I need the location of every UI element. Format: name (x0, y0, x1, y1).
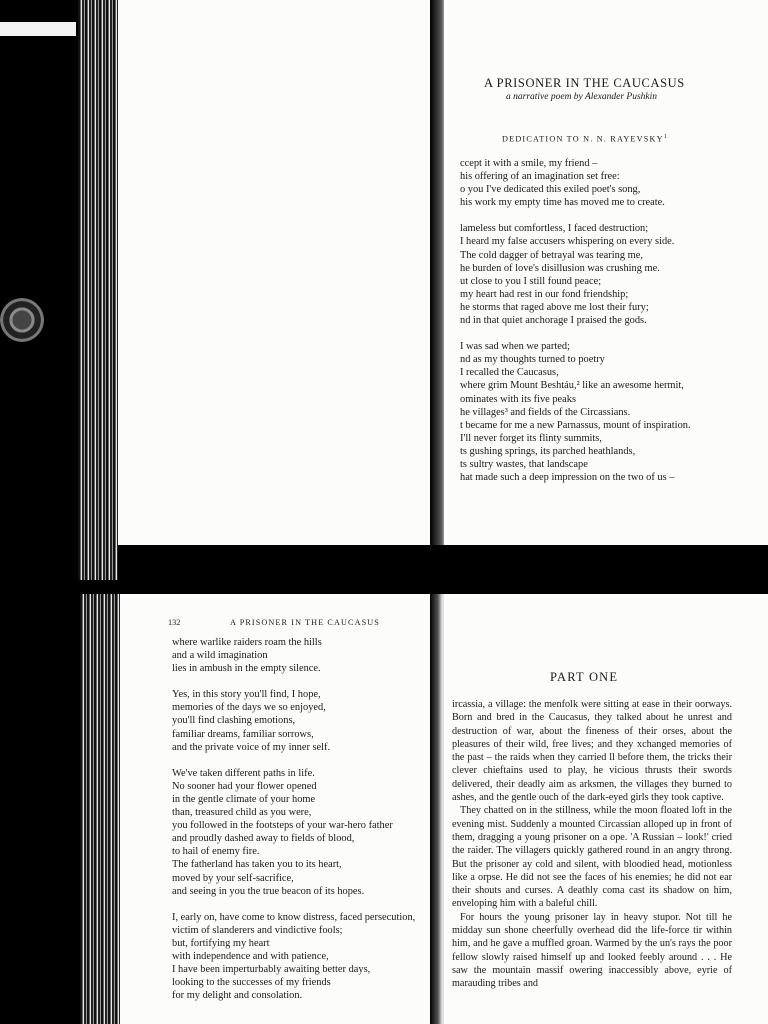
prose-paragraph: For hours the young prisoner lay in heavy stupor. Not till he midday sun shone cheerfully overhead did the life-force tir within him, and he gave a muffled groan. Warmed by the un's rays the poor fellow slowly raised himself up and looked feebly around . . . He saw the mountain massif owering inaccessibly above, eyrie of marauding tribes and (452, 911, 732, 990)
dedication-footnote-mark: 1 (663, 134, 668, 140)
verse-line: he burden of love's disillusion was crushing me. (460, 262, 660, 274)
verse-line: I, early on, have come to know distress, faced persecution, (172, 911, 416, 923)
verse-line: I recalled the Caucasus, (460, 367, 559, 379)
verse-line: lameless but comfortless, I faced destruction; (460, 223, 649, 235)
verse-line: than, treasured child as you were, (172, 807, 312, 819)
dedication-text: DEDICATION TO N. N. RAYEVSKY (502, 134, 664, 144)
verse-line: ts sultry wastes, that landscape (460, 458, 588, 470)
verse-line: I have been imperturbably awaiting better days, (172, 964, 371, 976)
blank-left-page (118, 0, 440, 545)
verse-line: I heard my false accusers whispering on every side. (460, 236, 675, 248)
stanza (172, 767, 415, 898)
part-title: PART ONE (550, 670, 619, 684)
stanza (460, 222, 691, 327)
verse-line: to hail of enemy fire. (172, 846, 260, 858)
verse-line: he villages³ and fields of the Circassians. (460, 406, 631, 418)
verse-line: victim of slanderers and vindictive fools; (172, 924, 343, 936)
verse-line: ts gushing springs, its parched heathlands, (460, 445, 636, 457)
verse-line: he storms that raged above me lost their fury; (460, 301, 649, 313)
stanza (172, 911, 415, 1003)
page-edge-stack (80, 594, 120, 1024)
page-number: 132 (168, 618, 181, 627)
verse-line: memories of the days we so enjoyed, (172, 702, 326, 714)
verse-line: ominates with its five peaks (460, 393, 577, 405)
coin-object (0, 298, 44, 342)
poem-subtitle: a narrative poem by Alexander Pushkin (506, 92, 657, 102)
verse-line: and the private voice of my inner self. (172, 741, 331, 753)
verse-line: for my delight and consolation. (172, 990, 303, 1002)
verse-line: ccept it with a smile, my friend – (460, 158, 598, 169)
dedication-heading (502, 134, 668, 144)
verse-line: looking to the successes of my friends (172, 977, 331, 989)
dedication-poem (460, 157, 691, 497)
page-sliver (0, 22, 76, 36)
stanza (460, 340, 691, 484)
verse-line: and seeing in you the true beacon of its hopes. (172, 885, 365, 897)
verse-line: where warlike raiders roam the hills (172, 637, 322, 648)
verse-line: We've taken different paths in life. (172, 767, 315, 779)
verse-line: Yes, in this story you'll find, I hope, (172, 689, 321, 701)
verse-line: my heart had rest in our fond friendship; (460, 288, 629, 300)
verse-line: and a wild imagination (172, 650, 268, 662)
verse-line: familiar dreams, familiar sorrows, (172, 728, 314, 740)
verse-line: where grim Mount Beshtáu,² like an awesome hermit, (460, 380, 684, 392)
verse-line: moved by your self-sacrifice, (172, 872, 294, 884)
verse-line: No sooner had your flower opened (172, 780, 317, 792)
verse-line: nd in that quiet anchorage I praised the gods. (460, 315, 647, 327)
verse-line: nd as my thoughts turned to poetry (460, 354, 605, 366)
verse-line: The fatherland has taken you to its heart, (172, 859, 342, 871)
verse-line: The cold dagger of betrayal was tearing me, (460, 249, 643, 261)
verse-line: I was sad when we parted; (460, 341, 570, 353)
page-132 (120, 594, 440, 1024)
verse-line: you followed in the footsteps of your war-hero father (172, 820, 393, 832)
bottom-spread (0, 594, 768, 1024)
stanza (172, 688, 415, 753)
poem-continuation (172, 636, 415, 1015)
verse-line: but, fortifying my heart (172, 937, 270, 949)
verse-line: ut close to you I still found peace; (460, 275, 602, 287)
prose-paragraph: They chatted on in the stillness, while the moon floated loft in the evening mist. Suddenly a mounted Circassian alloped up in front of them, dragging a young prisoner on a ope. 'A Russian – look!' cried the raider. The villagers quickly gathered round in an angry throng. But the prisoner ay cold and silent, with bloodied head, motionless like a orpse. He did not see the faces of his enemies; he did not ear their shouts and curses. A deathly coma cast its shadow on him, enveloping him with a baleful chill. (452, 805, 732, 910)
verse-line: hat made such a deep impression on the two of us – (460, 472, 675, 484)
stanza (460, 157, 691, 209)
title-page (444, 0, 768, 545)
running-header: A PRISONER IN THE CAUCASUS (230, 618, 380, 627)
verse-line: his offering of an imagination set free: (460, 171, 620, 183)
verse-line: lies in ambush in the empty silence. (172, 663, 321, 675)
part-one-text (452, 698, 732, 991)
verse-line: in the gentle climate of your home (172, 793, 316, 805)
verse-line: I'll never forget its flinty summits, (460, 432, 602, 444)
prose-paragraph: ircassia, a village: the menfolk were sitting at ease in their oorways. Born and bred in the Caucasus, they talked about he unrest and destruction of war, about the fineness of their orses, about the pleasures of their wild, free lives; and they xchanged memories of the past – the raids when they carried ll before them, the tricks their clever chieftains used to play, he vicious thrusts their swords delivered, their deadly aim as arksmen, the villages they burned to ashes, and the gentle ouch of the dark-eyed girls they took captive. (452, 699, 732, 804)
verse-line: you'll find clashing emotions, (172, 715, 296, 727)
verse-line: his work my empty time has moved me to create. (460, 197, 665, 209)
verse-line: with independence and with patience, (172, 950, 329, 962)
part-one-page (444, 594, 768, 1024)
verse-line: o you I've dedicated this exiled poet's song, (460, 184, 641, 196)
poem-title: A PRISONER IN THE CAUCASUS (484, 76, 685, 90)
verse-line: t became for me a new Parnassus, mount of inspiration. (460, 419, 691, 431)
stanza (172, 636, 415, 675)
page-edge-stack (78, 0, 118, 580)
verse-line: and proudly dashed away to fields of blood, (172, 833, 355, 845)
